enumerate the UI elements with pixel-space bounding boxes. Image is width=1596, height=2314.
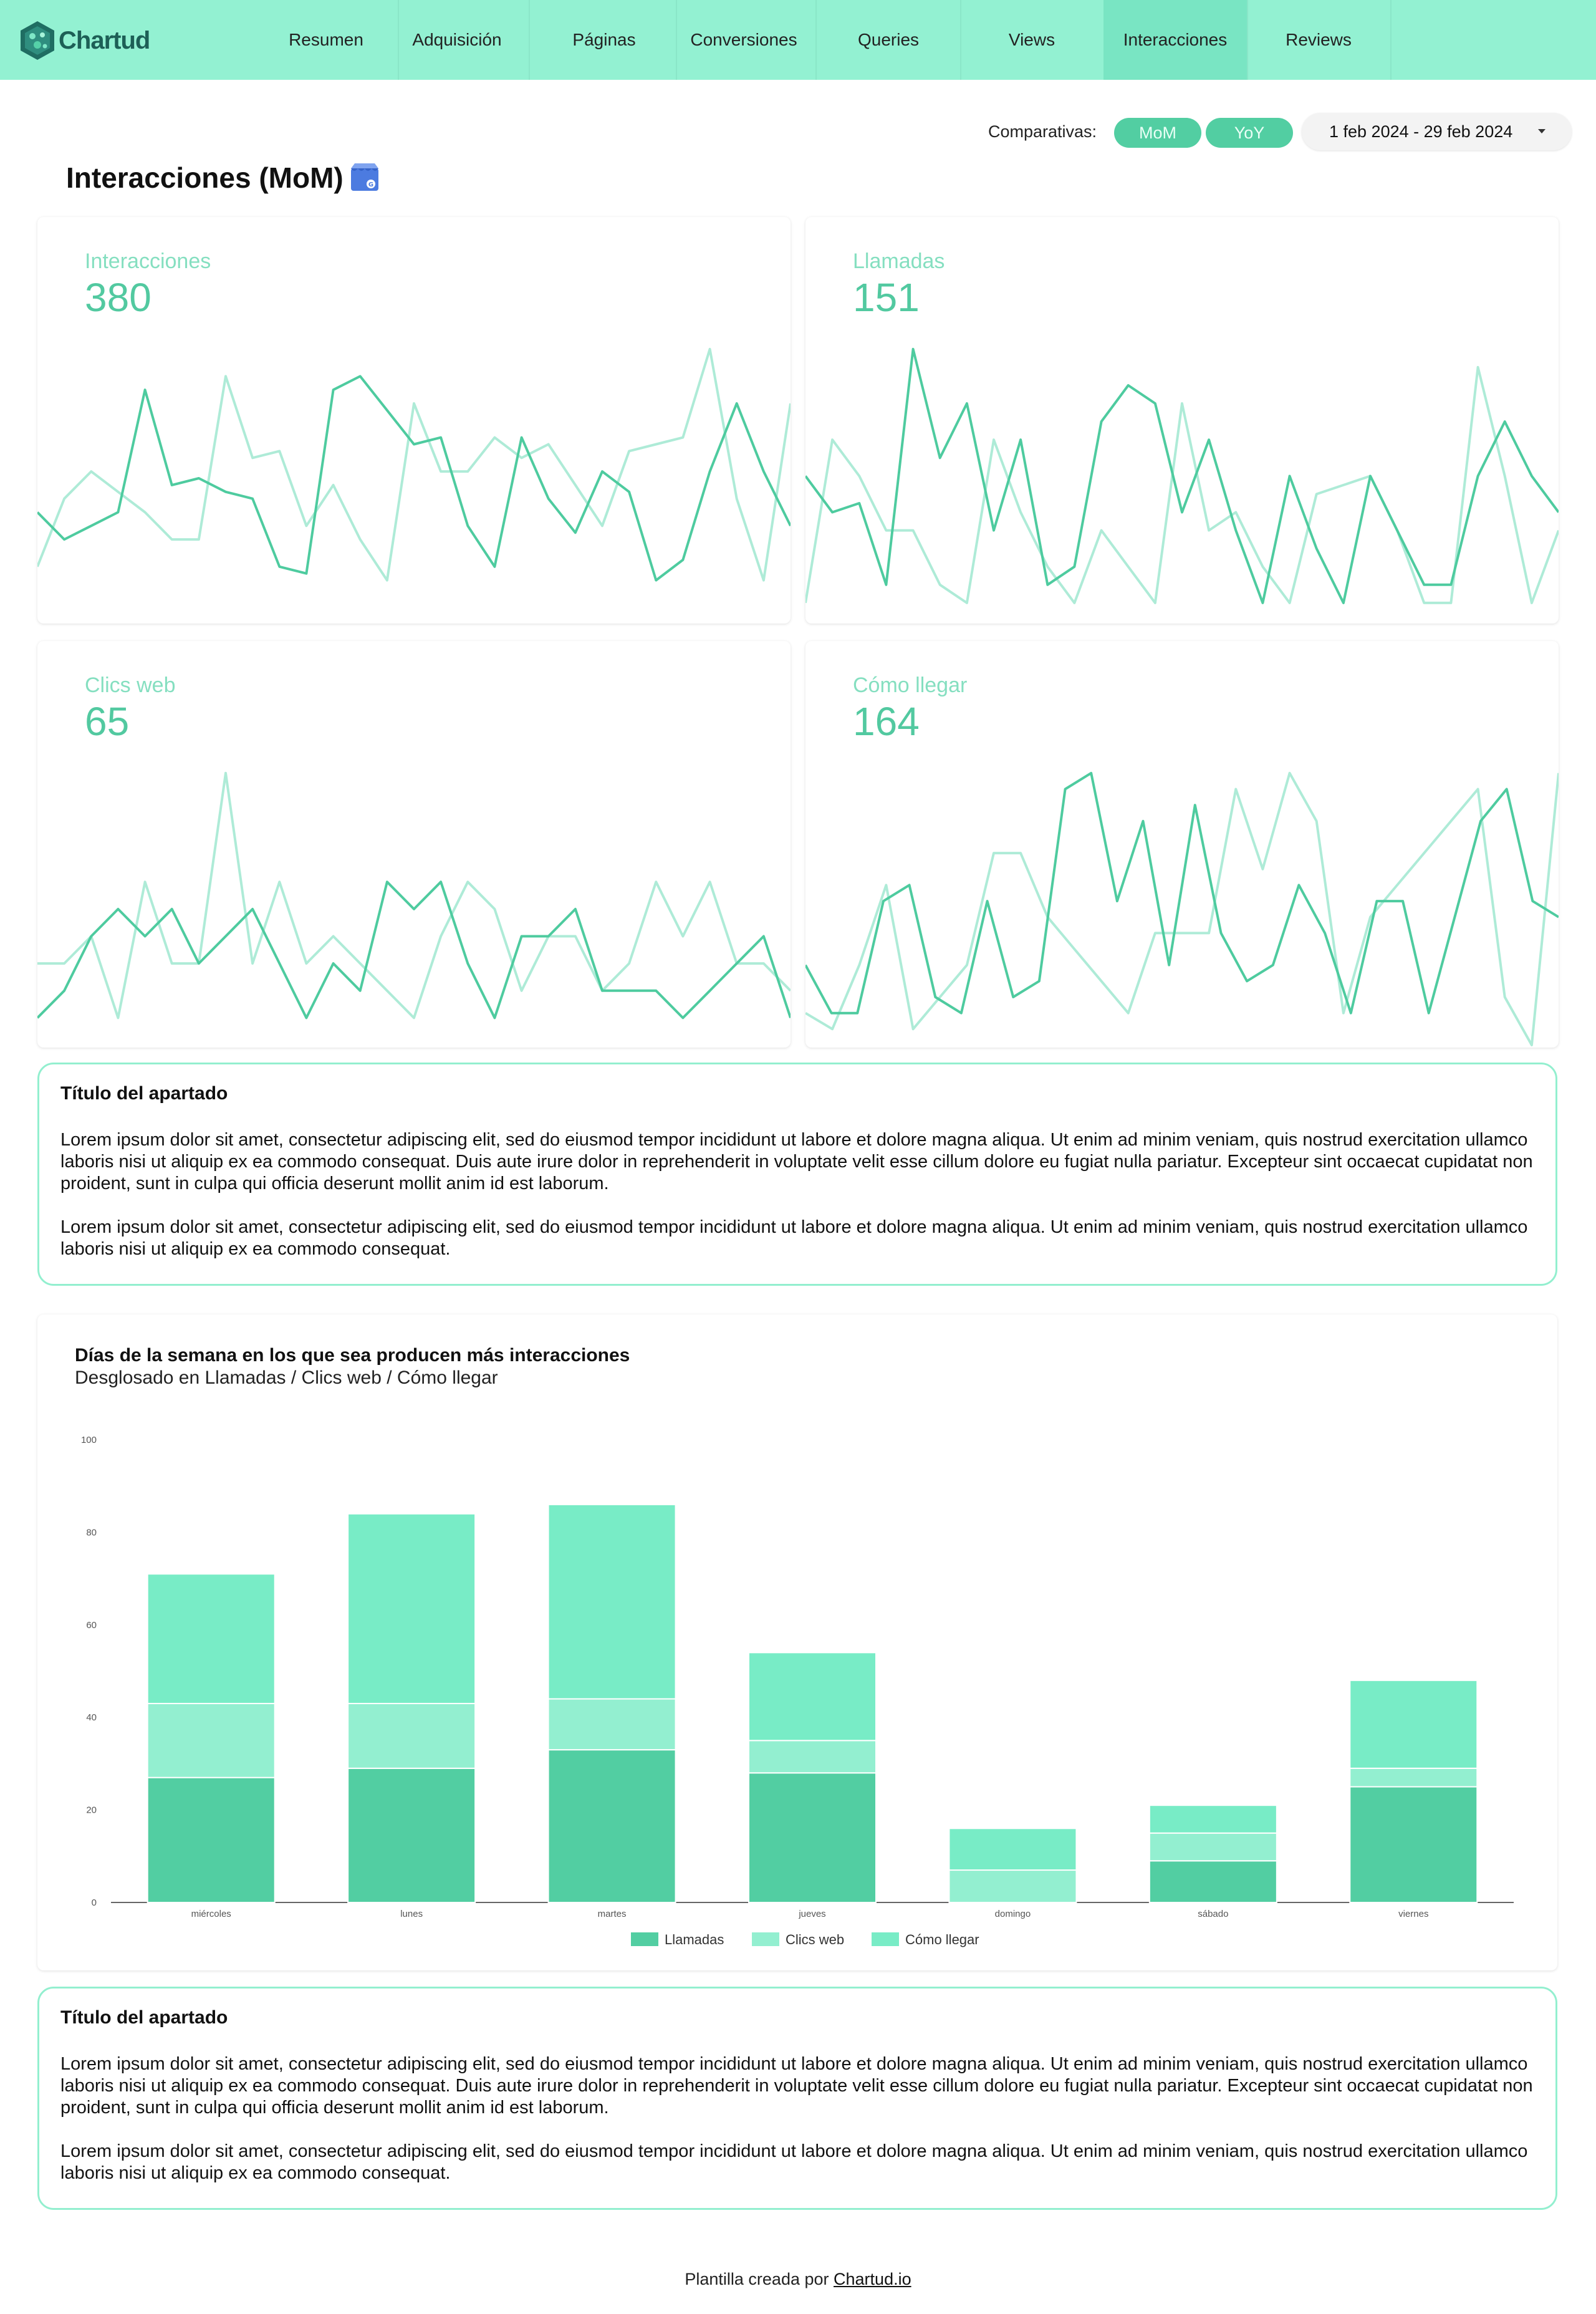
bar-segment-llamadas[interactable] — [549, 1750, 676, 1902]
kpi-label: Clics web — [85, 673, 176, 697]
x-tick-label: viernes — [1398, 1909, 1429, 1919]
kpi-value: 151 — [853, 275, 920, 320]
kpi-label: Interacciones — [85, 249, 211, 273]
kpi-value: 164 — [853, 699, 920, 744]
legend-swatch — [752, 1932, 779, 1946]
bar-segment-clics-web[interactable] — [1150, 1833, 1277, 1861]
legend-label[interactable]: Llamadas — [665, 1932, 724, 1947]
chart-title: Días de la semana en los que sea producen más interacciones — [75, 1345, 630, 1366]
x-tick-label: domingo — [994, 1909, 1031, 1919]
footer-link[interactable]: Chartud.io — [834, 2270, 911, 2288]
y-tick-label: 0 — [91, 1897, 97, 1908]
yoy-toggle-button[interactable]: YoY — [1206, 118, 1293, 148]
y-tick-label: 20 — [86, 1805, 97, 1816]
bar-segment-cómo-llegar[interactable] — [348, 1514, 475, 1704]
legend-swatch — [631, 1932, 658, 1946]
footer — [0, 2270, 1596, 2289]
bar-segment-clics-web[interactable] — [949, 1870, 1076, 1902]
bar-segment-cómo-llegar[interactable] — [1150, 1805, 1277, 1833]
bar-segment-cómo-llegar[interactable] — [148, 1574, 275, 1704]
section-paragraph: Lorem ipsum dolor sit amet, consectetur adipiscing elit, sed do eiusmod tempor incididunt ut labore et dolore magna aliqua. Ut enim ad minim veniam, quis nostrud exercitation ullamco laboris nisi ut aliquip ex ea commodo consequat. Duis aute irure dolor in reprehenderit in voluptate velit esse cillum dolore eu fugiat nulla pariatur. Excepteur sint occaecat cupidatat non proident, sunt in culpa qui officia deserunt mollit anim id est laborum. — [60, 2054, 1533, 2118]
bar-segment-cómo-llegar[interactable] — [949, 1828, 1076, 1870]
tab-views[interactable]: Views — [960, 0, 1105, 80]
y-tick-label: 40 — [86, 1712, 97, 1723]
svg-text:G: G — [368, 181, 373, 188]
bar-segment-llamadas[interactable] — [1150, 1861, 1277, 1902]
section-title: Título del apartado — [60, 2007, 228, 2028]
section-title: Título del apartado — [60, 1083, 228, 1104]
bar-segment-llamadas[interactable] — [1350, 1787, 1477, 1903]
tab-resumen[interactable]: Resumen — [254, 0, 399, 80]
legend-swatch — [872, 1932, 899, 1946]
bar-segment-llamadas[interactable] — [348, 1768, 475, 1902]
tab-conversiones[interactable]: Conversiones — [672, 0, 817, 80]
footer-text: Plantilla creada por — [685, 2270, 829, 2288]
kpi-value: 65 — [85, 699, 130, 744]
x-tick-label: jueves — [799, 1909, 826, 1919]
bar-segment-cómo-llegar[interactable] — [749, 1652, 876, 1740]
bar-segment-llamadas[interactable] — [148, 1778, 275, 1902]
x-tick-label: martes — [597, 1909, 627, 1919]
bar-segment-clics-web[interactable] — [749, 1740, 876, 1773]
bar-segment-cómo-llegar[interactable] — [1350, 1680, 1477, 1768]
page-title: Interacciones (MoM) — [66, 161, 344, 194]
comparativas-label: Comparativas: — [988, 122, 1097, 141]
bar-segment-cómo-llegar[interactable] — [549, 1505, 676, 1699]
section-paragraph: Lorem ipsum dolor sit amet, consectetur adipiscing elit, sed do eiusmod tempor incididunt ut labore et dolore magna aliqua. Ut enim ad minim veniam, quis nostrud exercitation ullamco laboris nisi ut aliquip ex ea commodo consequat. Duis aute irure dolor in reprehenderit in voluptate velit esse cillum dolore eu fugiat nulla pariatur. Excepteur sint occaecat cupidatat non proident, sunt in culpa qui officia deserunt mollit anim id est laborum. — [60, 1130, 1533, 1193]
y-tick-label: 60 — [86, 1619, 97, 1631]
tab-adquisición[interactable]: Adquisición — [385, 0, 530, 80]
bar-segment-clics-web[interactable] — [348, 1704, 475, 1768]
bar-segment-clics-web[interactable] — [1350, 1768, 1477, 1787]
bar-segment-clics-web[interactable] — [549, 1699, 676, 1750]
legend-label[interactable]: Cómo llegar — [905, 1932, 979, 1947]
mom-toggle-button[interactable]: MoM — [1114, 118, 1201, 148]
x-tick-label: miércoles — [191, 1909, 231, 1919]
tab-interacciones[interactable]: Interacciones — [1103, 0, 1248, 80]
text-section-2 — [37, 1987, 1557, 2210]
kpi-label: Llamadas — [853, 249, 945, 273]
y-tick-label: 80 — [86, 1527, 97, 1538]
section-paragraph: Lorem ipsum dolor sit amet, consectetur adipiscing elit, sed do eiusmod tempor incididunt ut labore et dolore magna aliqua. Ut enim ad minim veniam, quis nostrud exercitation ullamco laboris nisi ut aliquip ex ea commodo consequat. — [60, 2141, 1528, 2183]
tab-páginas[interactable]: Páginas — [532, 0, 677, 80]
bar-segment-llamadas[interactable] — [749, 1773, 876, 1902]
bar-segment-clics-web[interactable] — [148, 1704, 275, 1778]
y-tick-label: 100 — [80, 1435, 97, 1445]
legend-label[interactable]: Clics web — [786, 1932, 845, 1947]
date-range-value: 1 feb 2024 - 29 feb 2024 — [1329, 122, 1513, 141]
x-tick-label: lunes — [400, 1909, 423, 1919]
kpi-label: Cómo llegar — [853, 673, 968, 697]
kpi-value: 380 — [85, 275, 151, 320]
brand-name: Chartud — [59, 26, 150, 54]
chart-subtitle: Desglosado en Llamadas / Clics web / Cómo llegar — [75, 1367, 498, 1388]
x-tick-label: sábado — [1198, 1909, 1229, 1919]
tab-reviews[interactable]: Reviews — [1247, 0, 1392, 80]
tab-queries[interactable]: Queries — [817, 0, 961, 80]
section-paragraph: Lorem ipsum dolor sit amet, consectetur adipiscing elit, sed do eiusmod tempor incididunt ut labore et dolore magna aliqua. Ut enim ad minim veniam, quis nostrud exercitation ullamco laboris nisi ut aliquip ex ea commodo consequat. — [60, 1217, 1528, 1259]
